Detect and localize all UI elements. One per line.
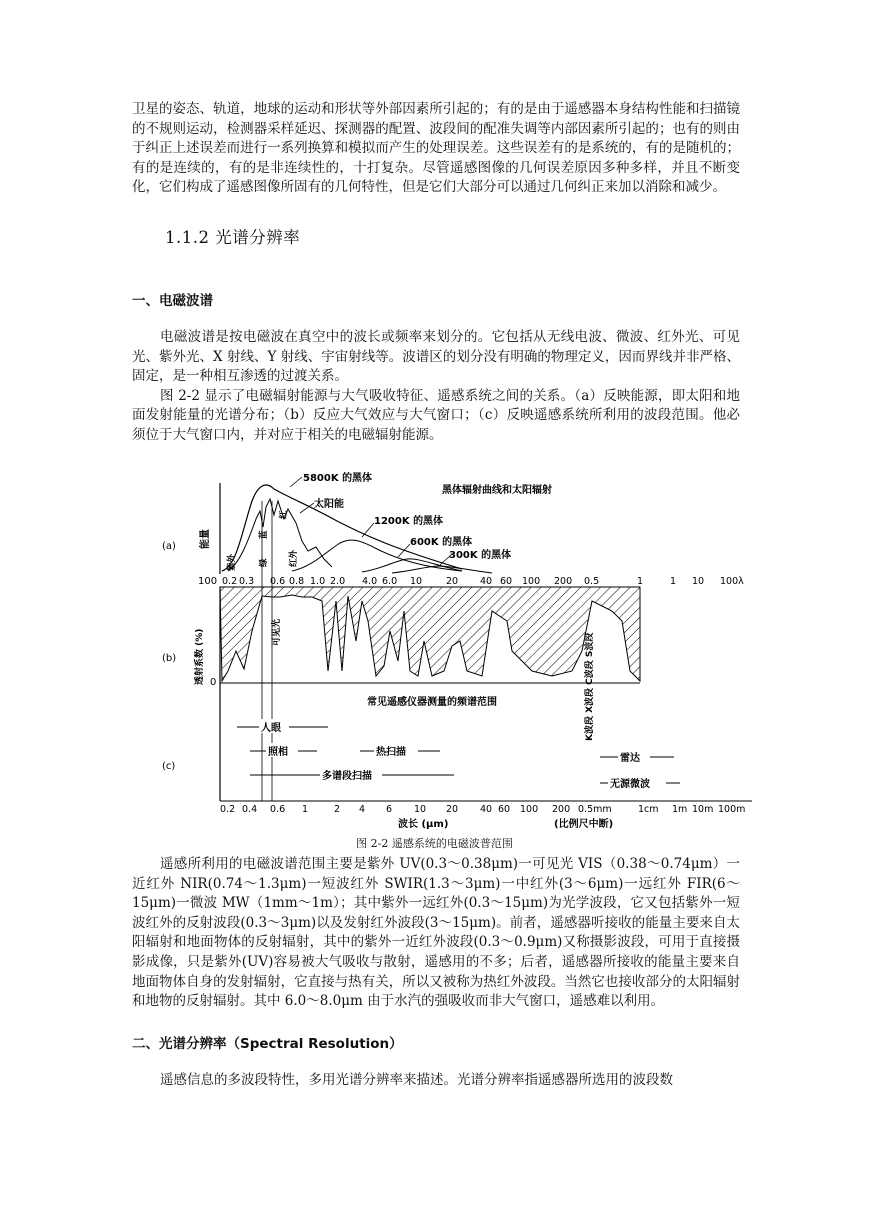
b-top-tick: 40 (480, 576, 493, 587)
b-top-tick: 1 (637, 576, 644, 587)
paragraph-spectrum-ranges: 遥感所利用的电磁波谱范围主要是紫外 UV(0.3～0.38μm)一可见光 VIS（0.38～0.74μm）一近红外 NIR(0.74～1.3μm)一短波红外 SWIR(1.3～3μm)一中红外(3～6μm)一远红外 FIR(6～15μm)一微波 MW（1mm～1m）；其中紫外一远红外(0.3～15μm)为光学波段，它又包括紫外一短波红外的反射波段(0.3～3μm)以及发射红外波段(3～15μm)。前者，遥感器听接收的能量主要来自太阳辐射和地面物体的反射辐射，其中的紫外一近红外波段(0.3～0.9μm)又称摄影波段，可用于直接摄影成像，只是紫外(UV)容易被大气吸收与散射，遥感用的不多；后者，遥感器所接收的能量主要来自地面物体自身的发射辐射，它直接与热有关，所以又被称为热红外波段。当然它也接收部分的太阳辐射和地物的反射辐射。其中 6.0～8.0μm 由于水汽的强吸收而非大气窗口，遥感难以利用。 (132, 856, 740, 1010)
x-axis-scale-note: (比例尺中断) (554, 819, 614, 830)
bottom-tick: 10 (414, 804, 427, 815)
b-top-tick: 6.0 (382, 576, 398, 587)
b-top-tick: 1 (670, 576, 677, 587)
x-axis-label: 波长 (μm) (398, 819, 449, 830)
b-top-tick: 0.3 (239, 576, 255, 587)
label-5800k: 5800K 的黑体 (303, 473, 373, 484)
b-top-tick: 0.2 (222, 576, 238, 587)
range-multispectral: 多谱段扫描 (322, 771, 372, 782)
b-top-tick: 1.0 (310, 576, 326, 587)
label-1200k: 1200K 的黑体 (374, 516, 444, 527)
b-top-tick: 0.5 (584, 576, 600, 587)
heading-electromagnetic-spectrum: 一、电磁波谱 (132, 292, 213, 309)
bottom-tick: 10m (692, 804, 714, 815)
b-top-tick: 60 (500, 576, 513, 587)
bottom-tick: 1cm (638, 804, 659, 815)
paragraph-spectrum-definition: 电磁波谱是按电磁波在真空中的波长或频率来划分的。它包括从无线电波、微波、红外光、可见光、紫外光、X 射线、Y 射线、宇宙射线等。波谱区的划分没有明确的物理定义，因而界线并非严格、固定，是一种相互渗透的过渡关系。 (132, 328, 740, 385)
range-radar: 雷达 (620, 753, 640, 764)
band-green-label: 绿 (259, 558, 269, 567)
bottom-tick: 100m (718, 804, 746, 815)
bottom-tick: 6 (386, 804, 393, 815)
bottom-tick: 4 (359, 804, 366, 815)
panel-a-label: (a) (162, 541, 176, 552)
band-uv-label: 紫外 (227, 553, 237, 571)
b-top-tick: 10 (692, 576, 705, 587)
page-body-lower (132, 855, 740, 1090)
spectrum-figure (162, 471, 758, 832)
band-ir-label: 红外 (289, 549, 299, 567)
b-top-tick: 4.0 (362, 576, 378, 587)
page-body (132, 100, 740, 446)
bottom-tick: 40 (480, 804, 493, 815)
b-top-tick: 20 (446, 576, 459, 587)
b-top-tick: 0.6 (270, 576, 286, 587)
visible-light-label: 可见光 (272, 618, 282, 646)
panel-a-title: 黑体辐射曲线和太阳辐射 (442, 485, 552, 496)
b-top-tick: 200 (554, 576, 573, 587)
figure-caption: 图 2-2 遥感系统的电磁波普范围 (356, 837, 513, 850)
b-top-tick: 2.0 (330, 576, 346, 587)
b-top-tick: 100 (522, 576, 541, 587)
heading-spectral-resolution: 二、光谱分辨率（Spectral Resolution） (132, 1035, 403, 1052)
curve-5800k (222, 485, 462, 571)
paragraph-spectral-resolution: 遥感信息的多波段特性，多用光谱分辨率来描述。光谱分辨率指遥感器所选用的波段数 (160, 1071, 673, 1088)
bottom-tick: 20 (446, 804, 459, 815)
bottom-tick: 0.2 (220, 804, 236, 815)
range-passive-microwave: 无源微波 (610, 779, 650, 790)
panel-c-title: 常见遥感仪器测量的频谱范围 (367, 697, 497, 708)
intro-paragraph: 卫星的姿态、轨道，地球的运动和形状等外部因素所引起的；有的是由于遥感器本身结构性能和扫描镜的不规则运动，检测器采样延迟、探测器的配置、波段间的配准失调等内部因素所引起的；也有的则由于纠正上述误差而进行一系列换算和模拟而产生的处理误差。这些误差有的是系统的，有的是随机的；有的是连续的，有的是非连续性的，十打复杂。尽管遥感图像的几何误差原因多种多样，并且不断变化，它们构成了遥感图像所固有的几何特性，但是它们大部分可以通过几何纠正来加以消除和减少。 (132, 101, 740, 196)
spectrum-diagram (162, 471, 758, 832)
range-photography: 照相 (268, 747, 288, 758)
label-600k: 600K 的黑体 (410, 537, 473, 548)
panel-c-label: (c) (162, 761, 176, 772)
b-top-tick: 0.8 (289, 576, 305, 587)
bottom-tick: 2 (334, 804, 341, 815)
curve-300k (392, 566, 492, 573)
b-top-tick: 100λ (720, 576, 744, 587)
band-blue-label: 蓝 (259, 530, 269, 539)
panel-b-label: (b) (162, 653, 177, 664)
bottom-tick: 1m (672, 804, 688, 815)
radar-bands-label: K波段 X波段 C波段 S波段 (585, 632, 595, 741)
bottom-tick: 0.4 (242, 804, 258, 815)
band-red-label: 红 (279, 510, 289, 519)
panel-b-y100: 100 (198, 576, 218, 587)
panel-a-ylabel: 能量 (200, 529, 211, 549)
panel-b-y0: 0 (210, 677, 217, 688)
bottom-tick: 0.5mm (578, 804, 612, 815)
panel-b-ylabel: 透射系数 (%) (195, 628, 205, 685)
paragraph-figure-description: 图 2-2 显示了电磁辐射能源与大气吸收特征、遥感系统之间的关系。（a）反映能源，即太阳和地面发射能量的光谱分布；（b）反应大气效应与大气窗口；（c）反映遥感系统所利用的波段范围。他必须位于大气窗口内，并对应于相关的电磁辐射能源。 (132, 387, 740, 443)
range-thermal: 热扫描 (376, 747, 406, 758)
absorption-region (220, 587, 640, 681)
label-300k: 300K 的黑体 (449, 550, 512, 561)
bottom-tick: 200 (552, 804, 571, 815)
bottom-tick: 100 (520, 804, 539, 815)
bottom-tick: 0.6 (270, 804, 286, 815)
bottom-tick: 60 (498, 804, 511, 815)
label-solar: 太阳能 (314, 499, 344, 510)
section-title: 1.1.2 光谱分辨率 (165, 227, 301, 247)
bottom-tick: 1 (302, 804, 309, 815)
b-top-tick: 10 (410, 576, 423, 587)
range-eye: 人眼 (261, 723, 281, 734)
